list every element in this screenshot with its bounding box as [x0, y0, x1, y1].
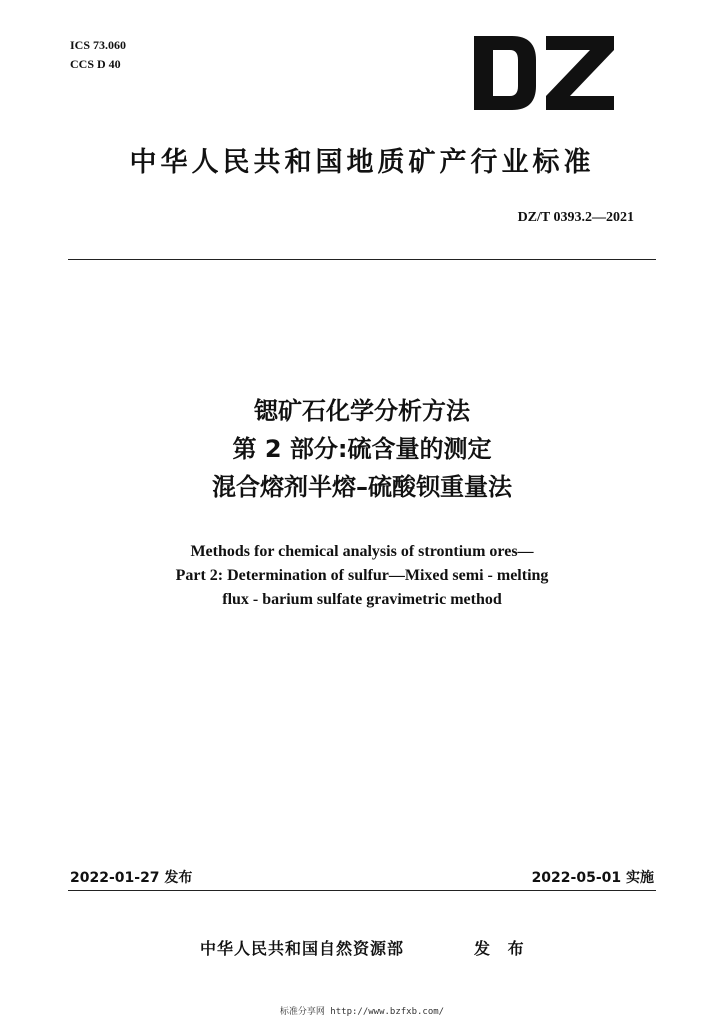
ccs-code: CCS D 40	[70, 57, 121, 71]
english-title-line-3: flux - barium sulfate gravimetric method	[222, 591, 502, 608]
standard-category-title: 中华人民共和国地质矿产行业标准	[129, 147, 595, 178]
footer-divider	[68, 890, 656, 891]
logo-letter-z	[546, 36, 614, 110]
dz-logo	[474, 36, 614, 110]
chinese-title-line-3: 混合熔剂半熔–硫酸钡重量法	[212, 473, 512, 501]
header-divider	[68, 259, 656, 260]
standard-number: DZ/T 0393.2—2021	[517, 210, 634, 225]
classification-codes	[70, 36, 126, 74]
issuing-authority: 中华人民共和国自然资源部	[200, 939, 405, 958]
issue-date: 2022-01-27 发布	[70, 870, 193, 886]
implementation-date: 2022-05-01 实施	[531, 870, 654, 886]
chinese-title-line-2: 第 2 部分:硫含量的测定	[232, 435, 492, 463]
logo-letter-d	[474, 36, 536, 110]
english-title-line-2: Part 2: Determination of sulfur—Mixed semi - melting	[175, 567, 549, 584]
english-title	[0, 540, 724, 612]
chinese-title-line-1: 锶矿石化学分析方法	[254, 397, 470, 425]
ics-code: ICS 73.060	[70, 38, 127, 52]
chinese-title	[0, 392, 724, 506]
english-title-line-1: Methods for chemical analysis of strontium ores—	[190, 543, 534, 560]
issue-label: 发 布	[474, 939, 530, 958]
footer-watermark-link[interactable]: 标准分享网 http://www.bzfxb.com/	[279, 1007, 445, 1017]
